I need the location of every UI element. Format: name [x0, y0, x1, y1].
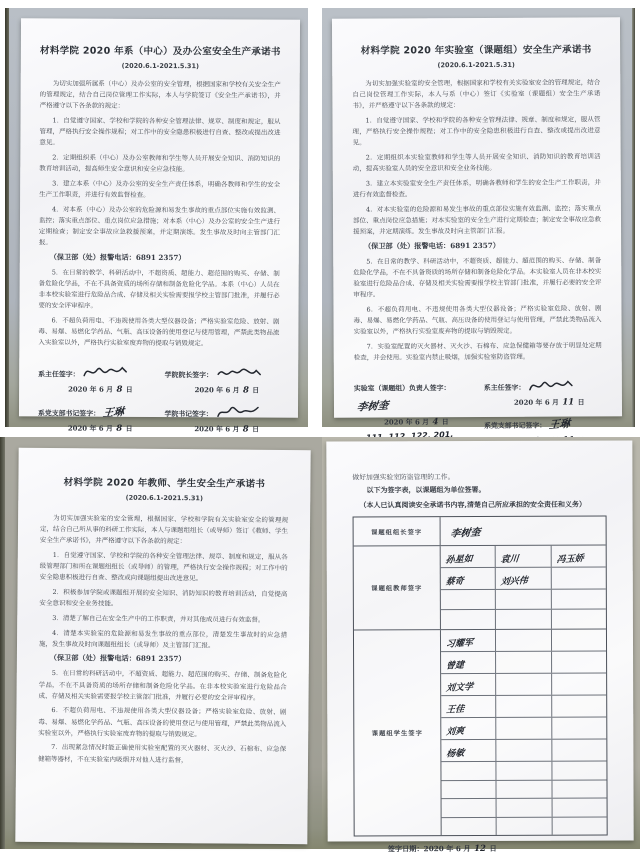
paragraph: 7．出现紧急情况时能正确使用实验室配置的灭火器材、灭火沙、石棉布、应急保健箱等器材，不在实验室内吸烟并对他人进行监督，	[37, 743, 287, 764]
empty-signature-cell	[441, 610, 496, 629]
paragraph: 1．自觉遵守国家、学校和学院的各种安全管理法律、规章、制度和规定，服从管理，严格执行安全操作规程；对工作中的安全隐患积极进行自查、整改或提出改进意见。	[39, 116, 281, 147]
handwritten-signature-cell	[551, 546, 605, 567]
table-row	[441, 546, 606, 569]
signature-entry	[164, 401, 279, 436]
handwritten-signature: 王佳	[445, 704, 465, 716]
body-paragraphs-2	[38, 668, 287, 767]
handwritten-signature: 曾建	[445, 660, 465, 672]
signature-label: 系党支部书记签字：	[37, 408, 101, 418]
signature-date: 2020 年 6 月 8 日	[194, 385, 260, 396]
photo-page2	[322, 8, 635, 432]
body-paragraphs-2	[38, 267, 279, 350]
paragraph: 为切实加强实验室的安全管理，根据国家、学校和学院有关实验室安全的管理规定，结合自己所从事的科研工作实际，本人与课题组组长（或导师）签订《教师、学生安全生产承诺书》，并严格遵守以下各条款的规定：	[39, 514, 289, 546]
handwritten-signature-cell	[441, 718, 496, 739]
empty-signature-cell	[496, 610, 551, 629]
leader-signature-row	[354, 517, 606, 546]
empty-signature-cell	[497, 740, 552, 761]
handwritten-day: 8	[242, 385, 249, 396]
document-page1	[19, 18, 300, 435]
paragraph: 5．在日常的科研活动中，不超资质、超能力、超范围的购买、存储、制备危险化学品，不在不具备资质的场所存储和制备危险化学品。在非本校实验室进行危险品合成、存储及相关实验需要报学校主管部门批准，并履行必要的安全评审程序。	[38, 669, 287, 702]
handwritten-signature: 孙星如	[445, 554, 474, 567]
handwritten-signature-cell	[441, 674, 496, 695]
document-page2	[332, 17, 622, 432]
signature-date: 2020 年 6 月 8 日	[68, 384, 133, 395]
alarm-phone-line: （保卫部（处）报警电话：6891 2357）	[49, 252, 186, 263]
paragraph: 6．不超负荷用电、不违规使用各类大型仪器设备；严格实验室危险、放射、剧毒、易爆、易燃化学药品、气瓶、高压设备的使用登记与使用管理，严禁此类物品流入实验室以外，严格执行实验室废弃物的提取与销毁规定。	[38, 706, 287, 739]
page-title: 材料学院 2020 年系（中心）及办公室安全生产承诺书	[40, 45, 281, 58]
empty-signature-cell	[551, 568, 605, 589]
body-paragraphs	[39, 78, 281, 250]
signature-table	[353, 516, 608, 837]
handwritten-signature-scrawl	[528, 377, 574, 393]
handwritten-signature-cell	[441, 568, 496, 589]
paragraph: 1．自觉遵守国家、学校和学院的各种安全管理法律、规章、制度和规定，服从管理，严格执行安全操作规程；对工作中的安全隐患积极进行自查、整改或提出改进意见。	[352, 115, 601, 148]
page-subtitle: (2020.6.1-2021.5.31)	[121, 61, 199, 71]
table-label-students: 课题组学生签字	[354, 630, 442, 835]
signing-date-line: 签字日期：2020 年 6 月 12 日	[387, 844, 497, 855]
body-paragraphs-2	[353, 255, 602, 364]
paragraph: 3．建立本系（中心）及办公室的安全生产责任体系，明确各教师和学生的安全生产工作职责，并进行有效监督检查。	[39, 179, 281, 199]
handwritten-signature: 冯玉娇	[555, 554, 584, 566]
handwritten-day: 12	[474, 844, 486, 855]
signature-entry	[38, 400, 153, 435]
empty-signature-cell	[497, 718, 552, 739]
signature-block	[38, 361, 279, 435]
empty-signature-cell	[552, 674, 606, 695]
handwritten-day: 8	[242, 424, 249, 435]
empty-signature-cell	[497, 780, 552, 798]
body-paragraphs	[39, 513, 288, 652]
signature-entry	[165, 362, 280, 397]
handwritten-signature: 王琳	[548, 418, 571, 432]
acknowledgement-notice: （本人已认真阅读安全承诺书内容,清楚自己所应承担的安全责任和义务）	[359, 499, 586, 510]
paragraph: 5．在日常的教学、科研活动中，不超资质、超能力、超范围的购买、存储、制备危险化学品，不在不具备资质的场所存储和制备危险化学品。本实验室人员在非本校实验室进行危险品合成、存储及相关实验需要报学校主管部门批准，并履行必要的安全评审程序。	[353, 256, 602, 299]
handwritten-signature: 杨敏	[445, 748, 465, 760]
photo-page4	[322, 437, 640, 855]
handwritten-signature-cell	[441, 652, 496, 673]
handwritten-day: 8	[116, 384, 123, 395]
paragraph: 3．建立本实验室安全生产责任体系，明确各教师和学生的安全生产工作职责，并进行有效监督检查。	[352, 178, 601, 199]
signature-sheet-notice: 以下为签字表，以课题组为单位签署。	[366, 484, 486, 495]
empty-signature-cell	[497, 696, 552, 717]
handwritten-signature: 蔡奇	[445, 576, 465, 588]
handwritten-signature-cell	[441, 630, 496, 651]
table-row	[441, 762, 606, 781]
signature-date: 2020 年 6 月 4 日	[384, 417, 449, 428]
signature-entry	[38, 361, 153, 396]
table-row	[441, 696, 606, 719]
handwritten-signature: 袁川	[500, 554, 520, 566]
empty-signature-cell	[441, 590, 496, 609]
handwritten-signature-scrawl	[216, 364, 262, 380]
table-row	[441, 780, 606, 799]
empty-signature-cell	[552, 762, 606, 780]
empty-signature-cell	[496, 590, 551, 609]
paragraph: 4．清楚本实验室的危险源和易发生事故的重点部位，清楚发生事故时的应急措施，发生事故及时向课题组组长（或导师）及主管部门汇报。	[38, 628, 288, 650]
paragraph: 7．实验室配置的灭火器材、灭火沙、石棉布、应急保健箱等要存放于明显处定期检查，并会使用。实验室内禁止吸烟，加强实验室防盗管理。	[353, 341, 602, 362]
paragraph: 6．不超负荷用电、不违规使用各类大型仪器设备；严格实验室危险、放射、剧毒、易爆、易燃化学药品、气瓶、高压设备的使用登记与使用管理，严禁此类物品流入实验室以外，严格执行实验室废弃物的提取与销毁规定。	[353, 304, 602, 336]
handwritten-signature: 刘爽	[445, 726, 465, 738]
body-paragraphs	[352, 77, 601, 238]
handwritten-signature-cell	[441, 696, 496, 717]
handwritten-signature-scrawl	[216, 403, 260, 419]
table-label-leader: 课题组组长签字	[354, 517, 441, 545]
page-title: 材料学院 2020 年实验室（课题组）安全生产承诺书	[360, 44, 592, 57]
paragraph: 2．定期组织本实验室教师和学生等人员开展安全知识、消防知识的教育培训活动，提高实验室人员的安全意识和安全业务技能。	[352, 152, 601, 173]
paragraph: 2．积极参加学院或课题组开展的安全知识、消防知识的教育培训活动，自觉提高安全意识和安全业务技能。	[39, 588, 288, 608]
signature-entry	[484, 375, 602, 410]
page-subtitle: (2020.6.1-2021.5.31)	[125, 493, 203, 503]
table-row	[441, 568, 606, 591]
signature-label: 实验室（课题组）负责人签字：	[353, 384, 451, 393]
empty-signature-cell	[442, 799, 497, 817]
paragraph: 5．在日常的教学、科研活动中，不超资质、超能力、超范围的购买、存储、制备危险化学品，不在不具备资质的场所存储和制备危险化学品。本系（中心）人员在非本校实验室进行危险品合成、存储及相关实验需要报学校主管部门批准，并履行必要的安全评审程序。	[38, 268, 280, 311]
continuation-text: 做好加强实验室防盗管理的工作。	[352, 473, 455, 482]
empty-signature-cell	[497, 817, 552, 835]
empty-signature-cell	[552, 652, 606, 673]
empty-signature-cell	[552, 780, 606, 798]
signature-label: 系主任签字：	[38, 369, 80, 379]
paragraph: 为切实加强所属系（中心）及办公室的安全管理，根据国家和学校有关安全生产的管理规定，结合自己岗位管理工作实际，本人与学院签订《安全生产承诺书》，并严格遵守以下各条款的规定：	[39, 79, 281, 111]
handwritten-signature: 李树奎	[450, 526, 481, 540]
handwritten-signature: 习耀军	[445, 638, 474, 651]
handwritten-day: 8	[116, 423, 123, 434]
paragraph: 4．对本实验室的危险源和易发生事故的重点部位实施有效监测、监控；落实重点部位、重点岗位应急措施；对本实验室的安全生产进行定期检查；制定安全事故应急救援预案，并定期演练。发生事故及时向主管部门汇报。	[352, 204, 602, 236]
table-row	[441, 630, 606, 653]
teacher-signature-row	[354, 545, 606, 630]
paragraph: 为切实加强实验室的安全管理，根据国家和学校有关实验室安全的管理规定，结合自己岗位管理工作实际，本人与系（中心）签订《实验室（课题组）安全生产承诺书》，并严格遵守以下各条款的规定：	[352, 78, 601, 110]
paragraph: 3．清楚了解自己在安全生产中的工作职责，并对其他成员进行有效监督。	[52, 613, 265, 624]
signature-label: 系党支部书记签字：	[484, 421, 547, 431]
signature-date: 2020 年 6 月 11 日	[513, 397, 585, 408]
empty-signature-cell	[442, 818, 497, 836]
student-signature-row	[354, 629, 607, 836]
alarm-phone-line: （保卫部（处）报警电话：6891 2357）	[363, 240, 500, 251]
page-title: 材料学院 2020 年教师、学生安全生产承诺书	[63, 477, 266, 490]
signature-label: 系主任签字：	[483, 384, 526, 393]
table-row	[441, 652, 606, 675]
handwritten-signature-cell	[441, 546, 496, 567]
document-page4	[326, 440, 633, 855]
handwritten-signature-cell	[441, 740, 496, 761]
empty-signature-cell	[497, 762, 552, 780]
empty-signature-cell	[552, 696, 606, 717]
paragraph: 6．不超负荷用电、不违规使用各类大型仪器设备；严格实验室危险、放射、剧毒、易爆、易燃化学药品、气瓶、高压设备的使用登记与使用管理，严禁此类物品流入实验室以外，严格执行实验室废弃物的提取与销毁规定。	[38, 316, 280, 348]
table-row	[442, 799, 607, 818]
photo-page3	[0, 437, 322, 849]
table-row	[441, 718, 606, 741]
signature-date: 2020 年 6 月 8 日	[194, 424, 259, 435]
paragraph: 1．自觉遵守国家、学校和学院的各种安全管理法律、规章、制度和规定，服从各级管理部门和所在课题组组长（或导师）的管理，严格执行安全操作规程；对工作中的安全隐患积极进行自查、整改或向课题组提出改进意见。	[39, 551, 288, 583]
table-row	[441, 610, 606, 630]
empty-signature-cell	[552, 740, 606, 761]
empty-signature-cell	[497, 799, 552, 817]
handwritten-day: 11	[562, 397, 575, 408]
photo-page1	[5, 8, 308, 435]
table-row	[441, 674, 606, 697]
table-row	[442, 817, 607, 835]
handwritten-signature-cell	[496, 546, 551, 567]
signature-label: 学院院长签字：	[164, 370, 213, 379]
student-signature-grid	[441, 630, 607, 836]
handwritten-signature-scrawl	[82, 364, 128, 380]
table-label-teachers: 课题组教师签字	[354, 546, 441, 629]
document-page3	[15, 448, 310, 845]
leader-signature-cell	[441, 517, 606, 546]
empty-signature-cell	[552, 610, 606, 629]
table-row	[441, 590, 606, 611]
empty-signature-cell	[441, 781, 496, 799]
signature-date: 2020 年 6 月 8 日	[67, 423, 133, 434]
empty-signature-cell	[552, 817, 606, 835]
handwritten-day: 4	[432, 417, 439, 428]
empty-signature-cell	[441, 762, 496, 780]
paragraph: 4．对本系（中心）及办公室的危险源和易发生事故的重点部位实施有效监测、监控；落实重点部位、重点岗位应急措施；对本系（中心）及办公室的安全生产进行定期检查；制定安全事故应急救援预案，并定期演练。发生事故及时向主管部门汇报。	[38, 205, 281, 247]
empty-signature-cell	[551, 590, 605, 609]
paragraph: 2．定期组织系（中心）及办公室教师和学生等人员开展安全知识、消防知识的教育培训活动，提高师生安全意识和安全应急技能。	[39, 153, 281, 174]
teacher-signature-grid	[441, 546, 606, 630]
handwritten-signature: 刘兴伟	[500, 576, 529, 588]
empty-signature-cell	[552, 630, 606, 651]
empty-signature-cell	[496, 674, 551, 695]
handwritten-signature-cell	[496, 568, 551, 589]
empty-signature-cell	[496, 652, 551, 673]
page-subtitle: (2020.6.1-2021.5.31)	[437, 60, 515, 70]
handwritten-signature: 王琳	[102, 405, 125, 420]
alarm-phone-line: （保卫部（处）报警电话：6891 2357）	[49, 653, 186, 664]
handwritten-signature: 李树奎	[356, 399, 389, 415]
empty-signature-cell	[552, 799, 606, 817]
empty-signature-cell	[552, 718, 606, 739]
table-row	[441, 740, 606, 763]
empty-signature-cell	[496, 630, 551, 651]
signature-label: 学院书记签字：	[164, 409, 213, 418]
handwritten-signature: 刘文学	[445, 682, 474, 695]
